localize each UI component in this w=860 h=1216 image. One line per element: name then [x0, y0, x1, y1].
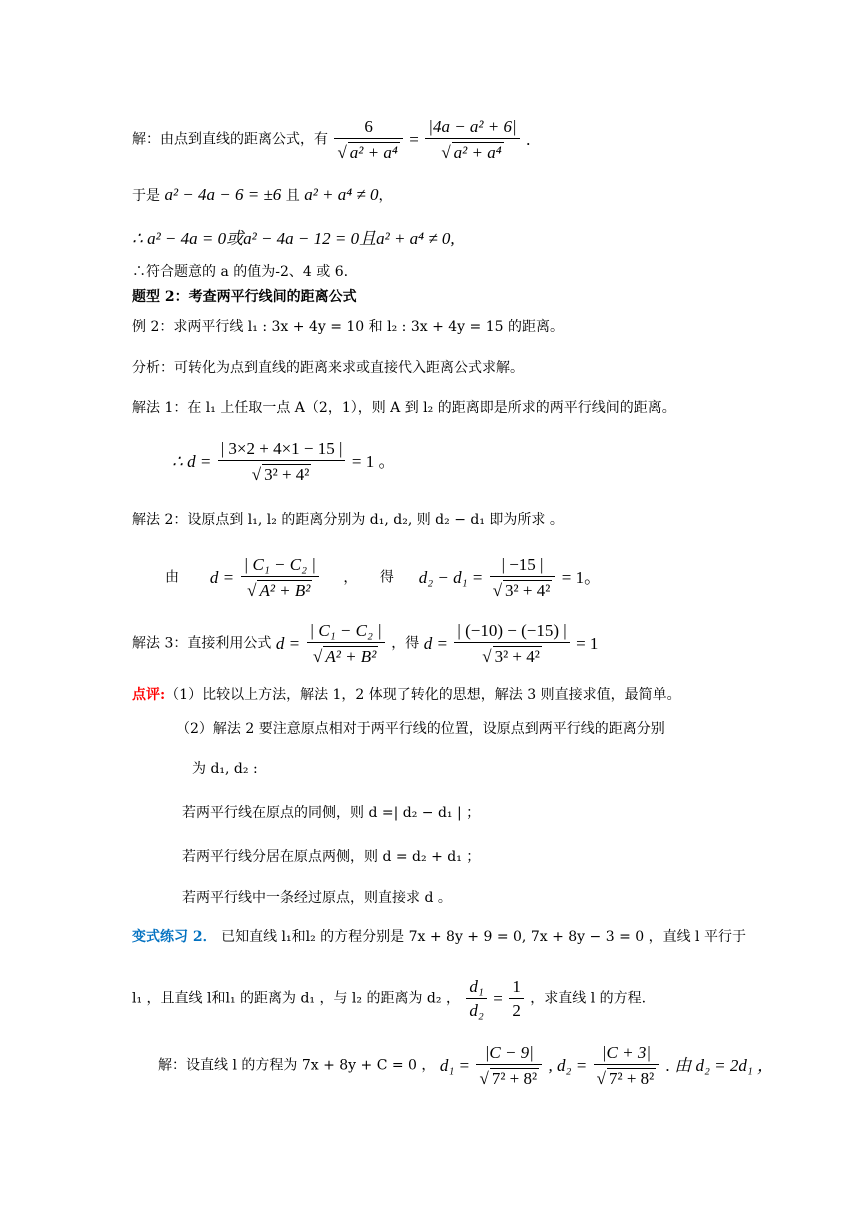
example-2: 例 2：求两平行线 l₁ : 3x + 4y = 10 和 l₂ : 3x + 4y = 15 的距离。	[132, 319, 564, 335]
fraction-lhs: $\frac{6}{\text{√ a² + a⁴}}$	[334, 118, 402, 161]
fraction-rhs: $\frac{\text{|4a − a² + 6|}}{\text{√ a² + a⁴}}$	[425, 118, 519, 161]
comment-line-3: 为 d₁, d₂ :	[192, 761, 258, 777]
comment-line-1: 点评:（1）比较以上方法，解法 1，2 体现了转化的思想，解法 3 则直接求值，最简单。	[132, 687, 681, 703]
variant-exercise-2-line-2: l₁ ，且直线 l和l₁ 的距离为 d₁ ，与 l₂ 的距离为 d₂ ， $\frac{\text{d₁}}{\text{d₂}}$ = $\frac{1}{2}$ ，求直线 l 的方程.	[132, 977, 647, 1020]
solution-2-formula: 由 d = $\frac{\text{| C₁ − C₂ |}}{\text{√ A² + B²}}$ ， 得 d₂ − d₁ = $\frac{| -15 |}{\text{√ 3² + 4²}}$ = 1。	[165, 555, 602, 600]
comment-line-4: 若两平行线在原点的同侧，则 d =| d₂ − d₁ | ；	[182, 805, 481, 821]
comment-label: 点评:	[132, 687, 166, 703]
solution-line-3: ∴ a² − 4a = 0或a² − 4a − 12 = 0且a² + a⁴ ≠ 0,	[132, 229, 455, 248]
topic-2-heading: 题型 2：考查两平行线间的距离公式	[132, 289, 357, 305]
solution-1-formula: ∴ d = $\frac{| 3\times 2 + 4\times 1 - 15 |}{\text{√ 3² + 4²}}$ = 1 。	[172, 439, 396, 484]
equals-sign: =	[409, 130, 419, 149]
solution-2: 解法 2：设原点到 l₁, l₂ 的距离分别为 d₁, d₂, 则 d₂ − d₁ 即为所求 。	[132, 512, 564, 528]
variant-solution: 解：设直线 l 的方程为 7x + 8y + C = 0 ， d₁ = $\frac{|C - 9|}{\text{√ 7² + 8²}}$ , d₂ = $\frac{|C + 3|}{\text{√ 7² + 8²}}$ . 由 d₂ = 2d₁ ，	[158, 1043, 775, 1088]
comment-line-6: 若两平行线中一条经过原点，则直接求 d 。	[182, 890, 452, 906]
solution-lead: 解：由点到直线的距离公式，有	[132, 131, 328, 148]
comment-line-2: （2）解法 2 要注意原点相对于两平行线的位置，设原点到两平行线的距离分别	[176, 721, 665, 737]
variant-label: 变式练习 2．	[132, 929, 217, 945]
solution-1: 解法 1：在 l₁ 上任取一点 A（2，1），则 A 到 l₂ 的距离即是所求的两平行线间的距离。	[132, 400, 676, 416]
analysis: 分析：可转化为点到直线的距离来求或直接代入距离公式求解。	[132, 360, 524, 376]
solution-line-2: 于是 a² − 4a − 6 = ±6 且 a² + a⁴ ≠ 0，	[132, 185, 393, 204]
solution-3: 解法 3：直接利用公式 d = $\frac{\text{| C₁ − C₂ |}}{\text{√ A² + B²}}$ ，得 d = $\frac{| (-10) - (-15) |}{\text{√ 3² + 4²}}$ = 1	[132, 621, 599, 666]
comment-line-5: 若两平行线分居在原点两侧，则 d = d₂ + d₁ ；	[182, 849, 481, 865]
solution-line-1: 解：由点到直线的距离公式，有 $\frac{6}{\text{√ a² + a⁴}}$ = $\frac{\text{|4a − a² + 6|}}{\text{√ a² + a⁴}}$ .	[132, 117, 531, 162]
variant-exercise-2: 变式练习 2． 已知直线 l₁和l₂ 的方程分别是 7x + 8y + 9 = 0, 7x + 8y − 3 = 0 ，直线 l 平行于	[132, 929, 746, 945]
solution-line-4: ∴符合题意的 a 的值为-2、4 或 6.	[132, 264, 349, 280]
